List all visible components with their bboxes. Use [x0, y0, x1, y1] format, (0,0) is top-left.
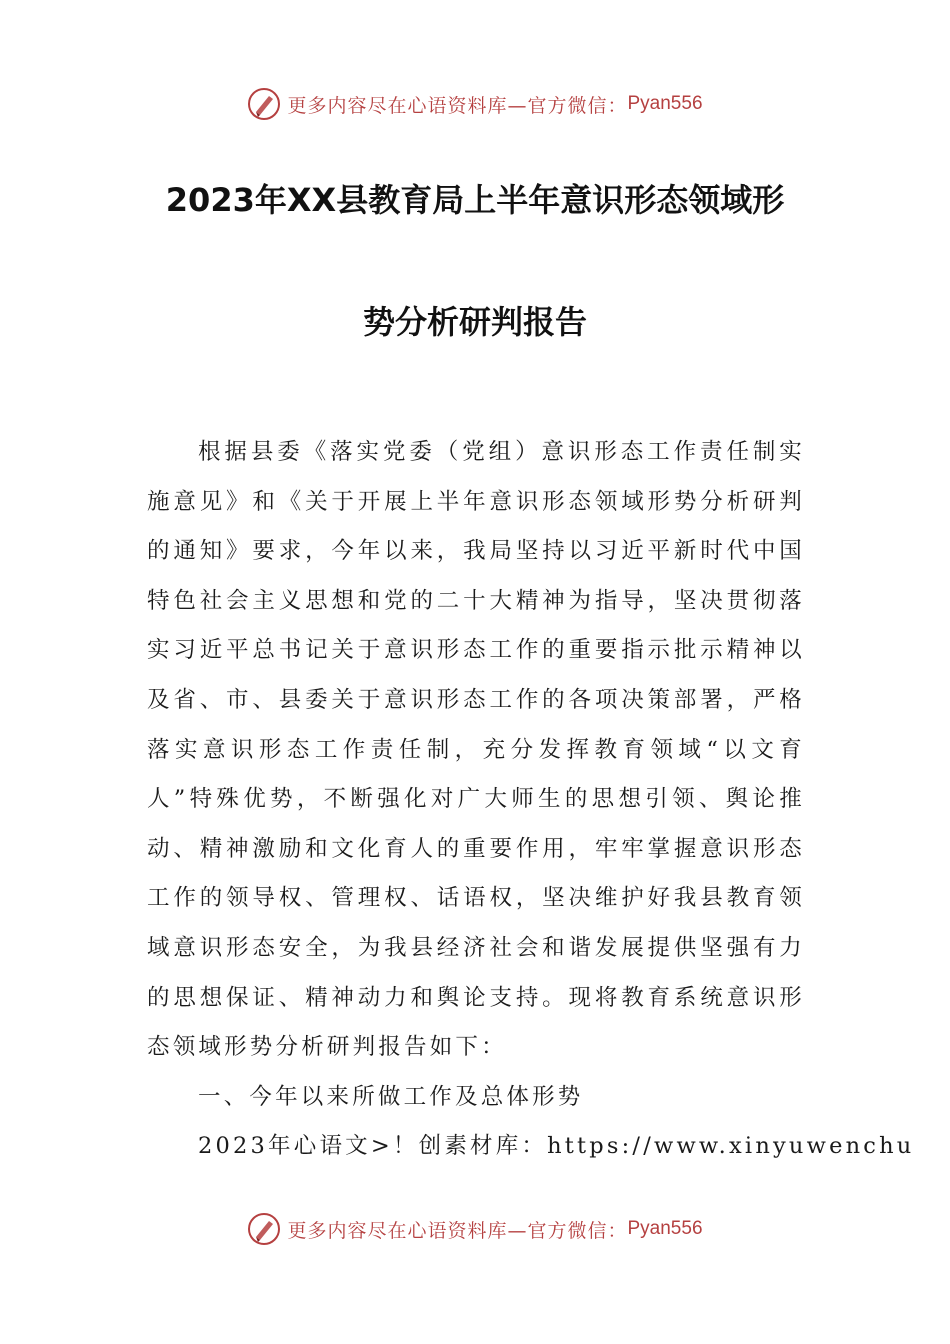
intro-paragraph: 根据县委《落实党委（党组）意识形态工作责任制实施意见》和《关于开展上半年意识形态领域形势分析研判的通知》要求，今年以来，我局坚持以习近平新时代中国特色社会主义思想和党的二十大精神为指导，坚决贯彻落实习近平总书记关于意识形态工作的重要指示批示精神以及省、市、县委关于意识形态工作的各项决策部署，严格落实意识形态工作责任制，充分发挥教育领域“以文育人”特殊优势，不断强化对广大师生的思想引领、舆论推动、精神激励和文化育人的重要作用，牢牢掌握意识形态工作的领导权、管理权、话语权，坚决维护好我县教育领域意识形态安全，为我县经济社会和谐发展提供坚强有力的思想保证、精神动力和舆论支持。现将教育系统意识形态领域形势分析研判报告如下：	[147, 439, 805, 1061]
wechat-id: Pyan556	[627, 93, 703, 114]
pen-logo-icon	[247, 87, 281, 121]
document-title-line-1: 2023年XX县教育局上半年意识形态领域形	[165, 181, 785, 219]
document-title-line-2: 势分析研判报告	[362, 303, 587, 341]
source-line: 2023年心语文>！创素材库：https://www.xinyuwenchu	[198, 1133, 915, 1160]
section-heading: 一、今年以来所做工作及总体形势	[198, 1083, 584, 1110]
document-body	[147, 428, 915, 1172]
banner-text: 更多内容尽在心语资料库—官方微信：	[287, 1219, 628, 1242]
pen-logo-icon	[247, 1212, 281, 1246]
footer-banner	[0, 1209, 950, 1249]
wechat-id: Pyan556	[627, 1218, 703, 1239]
banner-text: 更多内容尽在心语资料库—官方微信：	[287, 94, 628, 117]
header-banner	[0, 84, 950, 124]
